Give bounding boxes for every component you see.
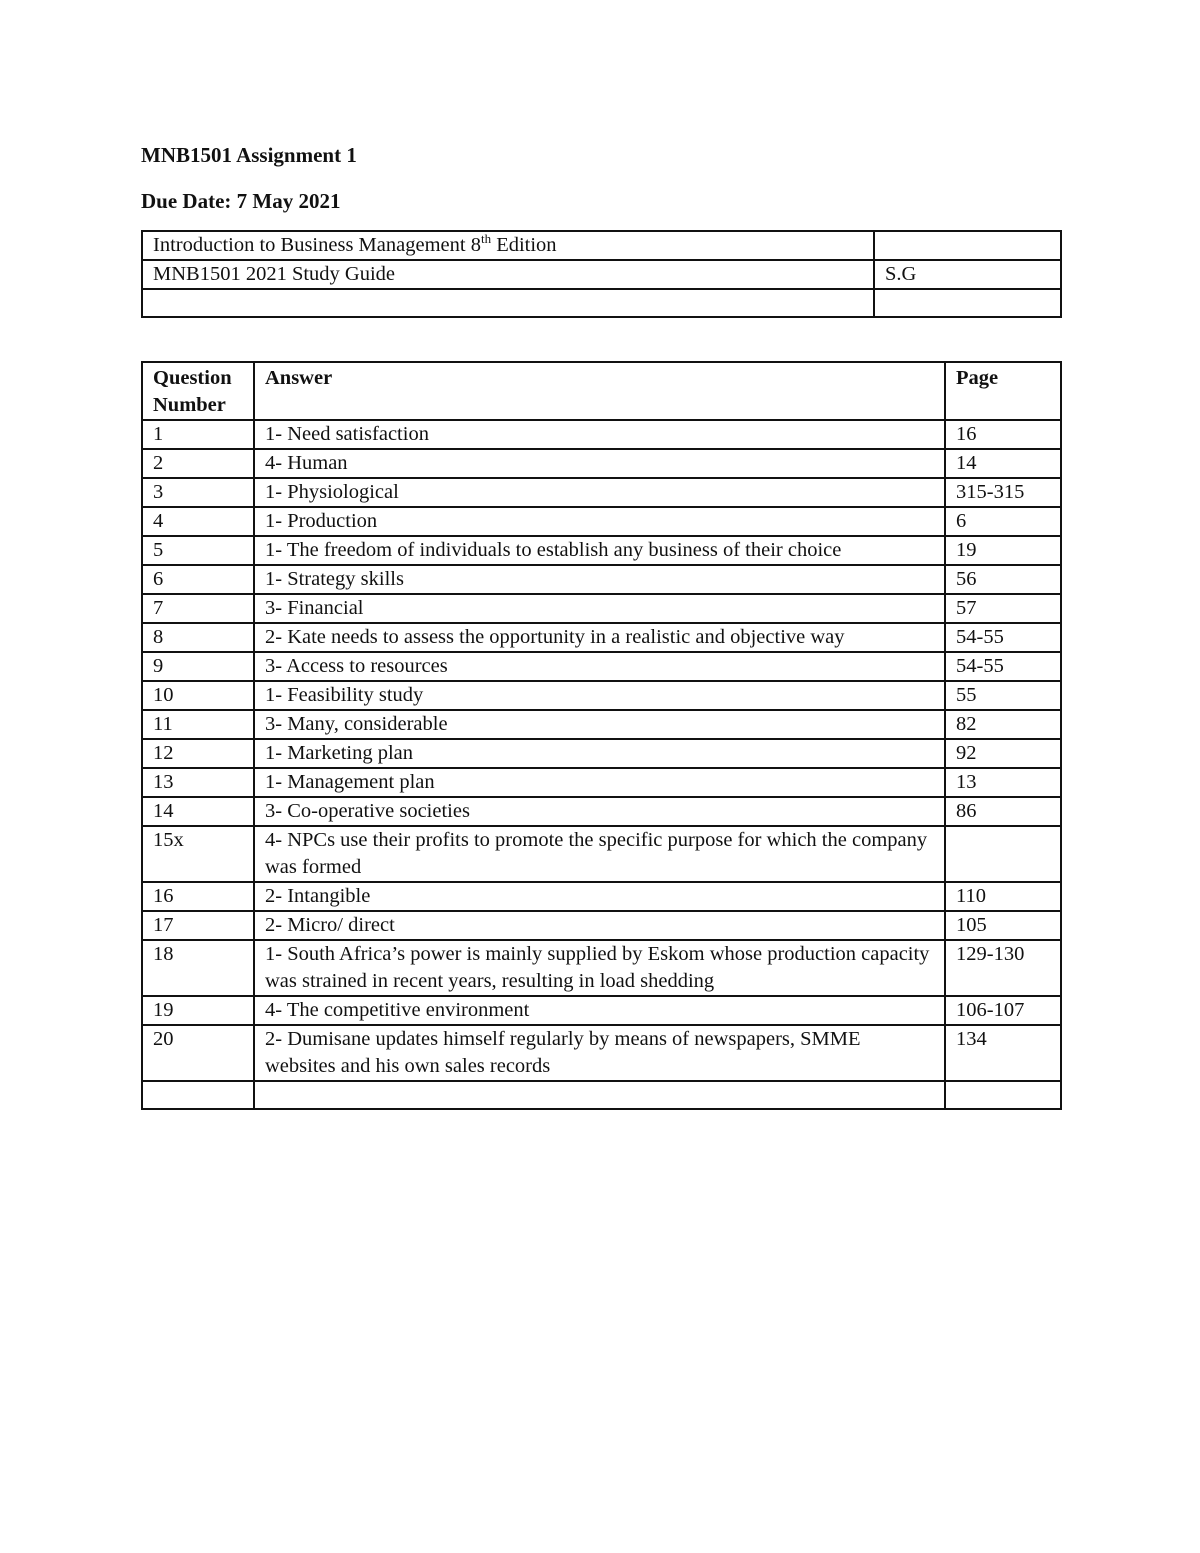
question-number-cell: 8 [142, 623, 254, 652]
document-title: MNB1501 Assignment 1 [141, 143, 357, 167]
question-number-cell: 16 [142, 882, 254, 911]
answer-cell: 2- Dumisane updates himself regularly by means of newspapers, SMME websites and his own sales records [254, 1025, 945, 1081]
page-cell: 13 [945, 768, 1061, 797]
page-cell: 92 [945, 739, 1061, 768]
answer-cell: 1- Physiological [254, 478, 945, 507]
answer-cell: 1- South Africa’s power is mainly supplied by Eskom whose production capacity was strained in recent years, resulting in load shedding [254, 940, 945, 996]
page-cell: 106-107 [945, 996, 1061, 1025]
page-cell: 129-130 [945, 940, 1061, 996]
page-cell: 57 [945, 594, 1061, 623]
page-cell: 54-55 [945, 623, 1061, 652]
question-number-cell: 17 [142, 911, 254, 940]
table-row [142, 623, 1061, 652]
answer-cell: 1- Management plan [254, 768, 945, 797]
table-row [142, 507, 1061, 536]
table-row [142, 882, 1061, 911]
page-cell: 56 [945, 565, 1061, 594]
table-header-row [142, 362, 1061, 420]
table-row [142, 797, 1061, 826]
reference-book-suffix: Edition [491, 234, 557, 256]
table-row [142, 260, 1061, 289]
table-row [142, 594, 1061, 623]
answer-cell: 3- Co-operative societies [254, 797, 945, 826]
question-number-cell: 10 [142, 681, 254, 710]
table-row [142, 536, 1061, 565]
question-number-cell: 19 [142, 996, 254, 1025]
header-question-number: Question Number [142, 362, 254, 420]
question-number-cell: 6 [142, 565, 254, 594]
page-cell: 134 [945, 1025, 1061, 1081]
question-number-cell: 5 [142, 536, 254, 565]
table-row [142, 739, 1061, 768]
answer-cell: 1- Production [254, 507, 945, 536]
page-cell: 19 [945, 536, 1061, 565]
reference-book-superscript: th [480, 231, 492, 246]
table-row [142, 996, 1061, 1025]
page-cell: 54-55 [945, 652, 1061, 681]
answer-cell: 4- NPCs use their profits to promote the specific purpose for which the company was formed [254, 826, 945, 882]
table-row [142, 289, 1061, 317]
page-cell: 6 [945, 507, 1061, 536]
answer-cell: 3- Many, considerable [254, 710, 945, 739]
table-row [142, 826, 1061, 882]
answer-cell: 2- Intangible [254, 882, 945, 911]
table-row [142, 911, 1061, 940]
answer-cell: 1- Marketing plan [254, 739, 945, 768]
page-cell [945, 826, 1061, 882]
table-row [142, 1025, 1061, 1081]
reference-book [142, 231, 874, 260]
answers-table [141, 361, 1062, 1110]
answer-cell [254, 1081, 945, 1109]
header-answer: Answer [254, 362, 945, 420]
due-date: Due Date: 7 May 2021 [141, 189, 341, 213]
answer-cell: 4- The competitive environment [254, 996, 945, 1025]
question-number-cell: 15x [142, 826, 254, 882]
question-number-cell: 9 [142, 652, 254, 681]
reference-abbr [874, 231, 1061, 260]
page-cell: 86 [945, 797, 1061, 826]
page-cell: 16 [945, 420, 1061, 449]
table-row [142, 710, 1061, 739]
answer-cell: 1- Strategy skills [254, 565, 945, 594]
table-row [142, 768, 1061, 797]
reference-book: MNB1501 2021 Study Guide [142, 260, 874, 289]
table-row [142, 565, 1061, 594]
reference-abbr: S.G [874, 260, 1061, 289]
answer-cell: 4- Human [254, 449, 945, 478]
page-cell: 14 [945, 449, 1061, 478]
page-cell: 82 [945, 710, 1061, 739]
answer-cell: 1- Need satisfaction [254, 420, 945, 449]
page-cell: 315-315 [945, 478, 1061, 507]
reference-book [142, 289, 874, 317]
table-row [142, 478, 1061, 507]
table-row [142, 940, 1061, 996]
answer-cell: 1- Feasibility study [254, 681, 945, 710]
question-number-cell: 1 [142, 420, 254, 449]
answer-cell: 1- The freedom of individuals to establish any business of their choice [254, 536, 945, 565]
page-cell [945, 1081, 1061, 1109]
question-number-cell: 2 [142, 449, 254, 478]
reference-abbr [874, 289, 1061, 317]
page-cell: 55 [945, 681, 1061, 710]
reference-book-text: Introduction to Business Management 8 [153, 234, 481, 256]
table-row [142, 420, 1061, 449]
question-number-cell: 4 [142, 507, 254, 536]
table-row [142, 449, 1061, 478]
table-row [142, 681, 1061, 710]
question-number-cell: 7 [142, 594, 254, 623]
question-number-cell: 11 [142, 710, 254, 739]
header-page: Page [945, 362, 1061, 420]
question-number-cell: 12 [142, 739, 254, 768]
question-number-cell: 18 [142, 940, 254, 996]
question-number-cell: 13 [142, 768, 254, 797]
question-number-cell: 3 [142, 478, 254, 507]
table-row [142, 231, 1061, 260]
question-number-cell: 20 [142, 1025, 254, 1081]
question-number-cell: 14 [142, 797, 254, 826]
answer-cell: 3- Financial [254, 594, 945, 623]
page-cell: 110 [945, 882, 1061, 911]
answer-cell: 2- Kate needs to assess the opportunity in a realistic and objective way [254, 623, 945, 652]
answer-cell: 3- Access to resources [254, 652, 945, 681]
question-number-cell [142, 1081, 254, 1109]
page-cell: 105 [945, 911, 1061, 940]
table-row [142, 652, 1061, 681]
answer-cell: 2- Micro/ direct [254, 911, 945, 940]
table-row [142, 1081, 1061, 1109]
references-table [141, 230, 1062, 318]
